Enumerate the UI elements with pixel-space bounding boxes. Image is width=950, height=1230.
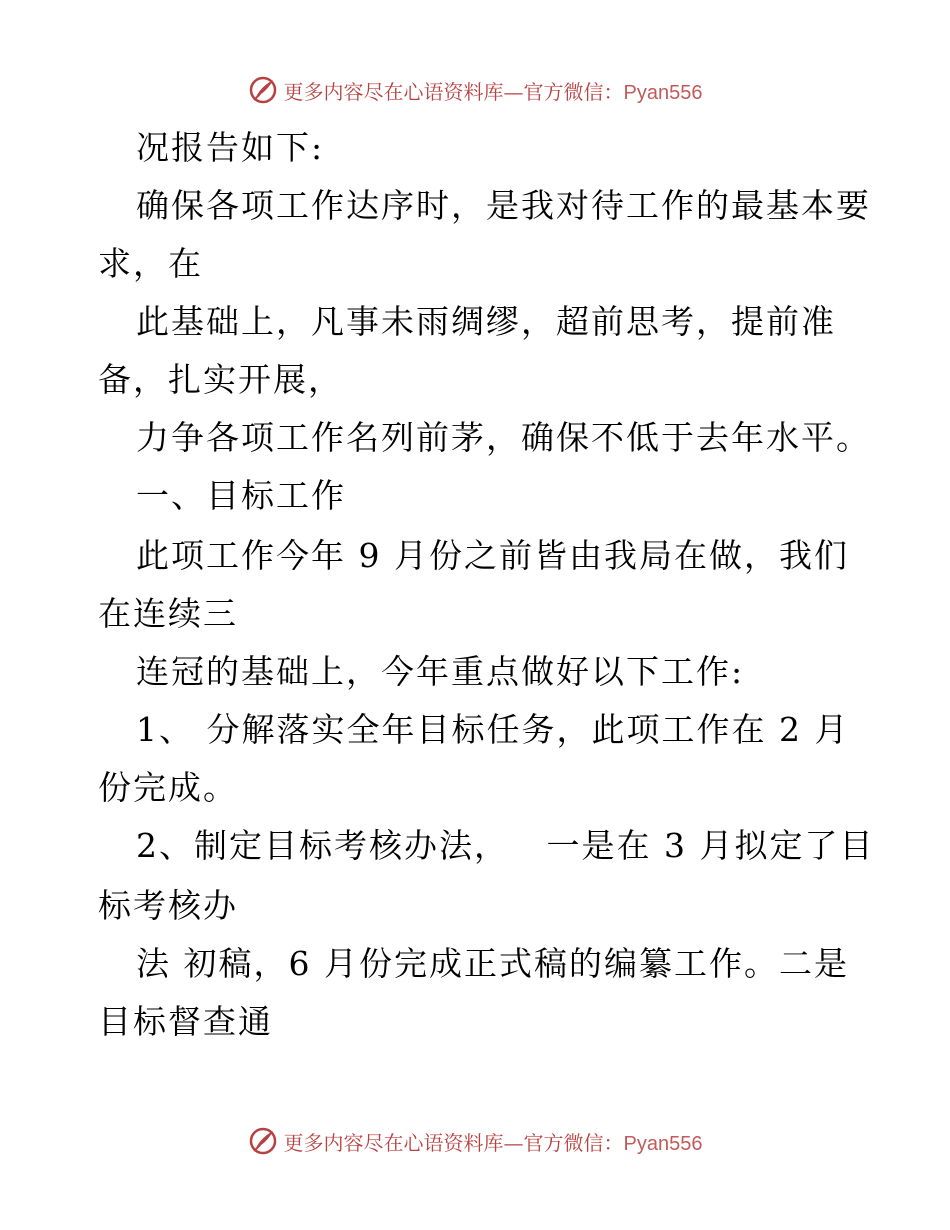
text-line: 确保各项工作达序时，是我对待工作的最基本要 (136, 186, 871, 225)
text-line: 况报告如下: (136, 128, 325, 167)
footer-watermark (0, 1121, 950, 1161)
text-line: 在连续三 (98, 594, 238, 633)
feather-pen-logo-icon (248, 75, 278, 105)
list-item: 2、制定目标考核办法， 一是在 3 月拟定了目 (136, 826, 875, 865)
feather-pen-logo-icon (248, 1126, 278, 1156)
text-line: 法 初稿，6 月份完成正式稿的编纂工作。二是 (136, 944, 849, 983)
text-line: 目标督查通 (98, 1002, 273, 1041)
text-line: 连冠的基础上，今年重点做好以下工作: (136, 652, 745, 691)
header-watermark (0, 70, 950, 110)
text-line: 此基础上，凡事未雨绸缪，超前思考，提前准 (136, 302, 836, 341)
watermark-text: 更多内容尽在心语资料库—官方微信：Pyan556 (283, 79, 703, 104)
text-line: 求，在 (98, 244, 203, 283)
watermark-text: 更多内容尽在心语资料库—官方微信：Pyan556 (283, 1130, 703, 1155)
text-line: 标考核办 (98, 886, 238, 925)
text-line: 份完成。 (98, 768, 238, 807)
text-line: 备，扎实开展， (98, 360, 343, 399)
text-line: 力争各项工作名列前茅，确保不低于去年水平。 (136, 418, 871, 457)
list-item: 1、 分解落实全年目标任务，此项工作在 2 月 (136, 710, 850, 749)
text-line: 此项工作今年 9 月份之前皆由我局在做，我们 (136, 536, 849, 575)
section-heading: 一、目标工作 (136, 476, 346, 515)
